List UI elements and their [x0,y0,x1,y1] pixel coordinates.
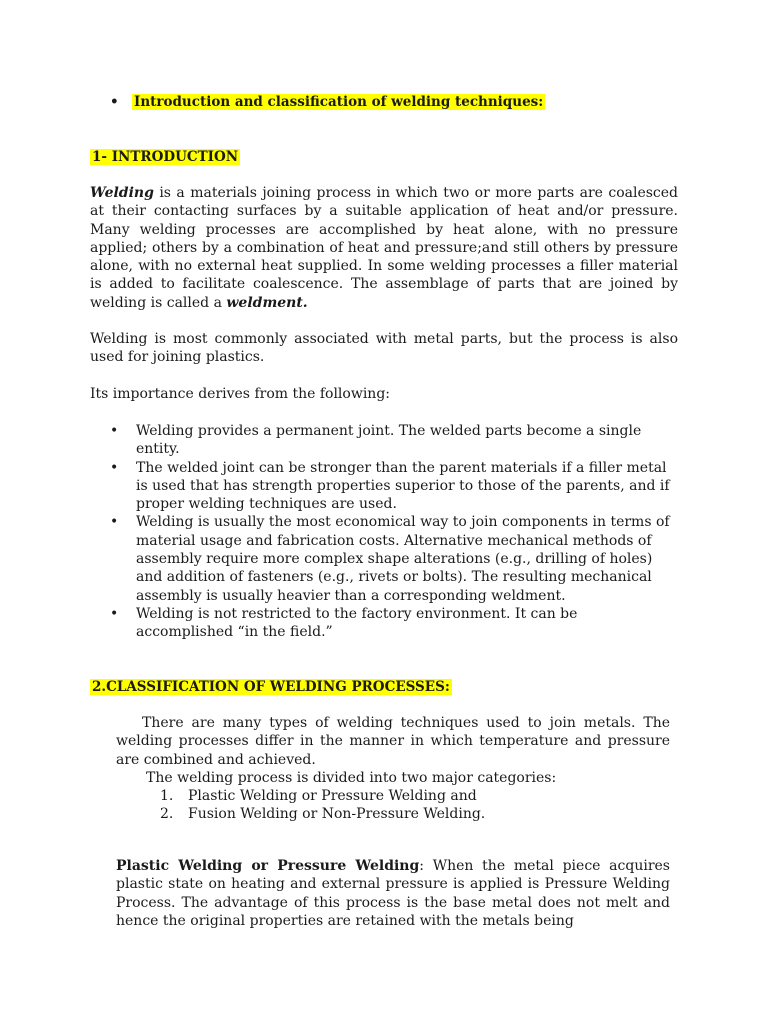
s2-para2-text: The welding process is divided into two major categories: [146,770,557,786]
section1-para1 [90,184,678,312]
term-plastic-welding: Plastic Welding or Pressure Welding [116,858,420,874]
para1-body: is a materials joining process in which two or more parts are coalesced at their contacting surfaces by a suitable application of heat and/or pressure. Many welding processes are accomplished by heat alone, with no pressure applied; others by a combination of heat and pressure;and still others by pressure alone, with no external heat supplied. In some welding processes a filler material is added to facilitate coalescence. The assemblage of parts that are joined by welding is called a [90,185,678,311]
section1-para3 [90,385,678,403]
term-welding: Welding [90,185,154,201]
term-weldment: weldment. [226,294,308,311]
section2-para2 [146,769,676,787]
section2-para3 [116,857,670,930]
list-item: 1. Plastic Welding or Pressure Welding and [160,788,477,804]
bullet-glyph: • [110,605,119,622]
s2-para3-body: : When the metal piece acquires plastic state on heating and external pressure is applied is Pressure Welding Process. The advantage of this process is the base metal does not melt and hence the original properties are retained with the metals being [116,858,670,929]
list-item: • The welded joint can be stronger than the parent materials if a filler metal is used that has strength properties superior to those of the parents, and if proper welding techniques are used. [110,459,670,513]
categories-list [160,787,485,824]
para2-text: Welding is most commonly associated with metal parts, but the process is also used for joining plastics. [90,331,678,366]
list-item: • Welding is not restricted to the factory environment. It can be accomplished “in the field.” [110,605,578,641]
importance-list [110,422,670,642]
bullet-glyph: • [110,459,119,476]
s2-para1-text: There are many types of welding techniques used to join metals. The welding processes differ in the manner in which temperature and pressure are combined and achieved. [116,715,670,768]
bullet-glyph: • [110,514,119,531]
section1-title: 1- INTRODUCTION [92,149,239,165]
list-item: • Welding provides a permanent joint. The welded parts become a single entity. [110,423,642,458]
list-item: 2. Fusion Welding or Non-Pressure Welding. [160,806,486,823]
list-item: • Welding is usually the most economical way to join components in terms of material usage and fabrication costs. Alternative mechanical methods of assembly require more complex shape alterations (e.g., drilling of holes) and addition of fasteners (e.g., rivets or bolts). The resulting mechanical assembly is usually heavier than a corresponding weldment. [110,514,670,604]
intro-heading-bullet [110,93,545,111]
section1-title-wrap [90,148,240,166]
bullet-glyph: • [110,423,119,439]
section2-title-wrap [90,678,452,696]
section2-para1 [116,714,670,769]
bullet-glyph: • [110,94,119,110]
section2-title: 2.CLASSIFICATION OF WELDING PROCESSES: [92,679,450,695]
section1-para2 [90,330,678,367]
para3-text: Its importance derives from the following: [90,386,390,402]
intro-heading: Introduction and classification of welding techniques: [134,94,544,110]
